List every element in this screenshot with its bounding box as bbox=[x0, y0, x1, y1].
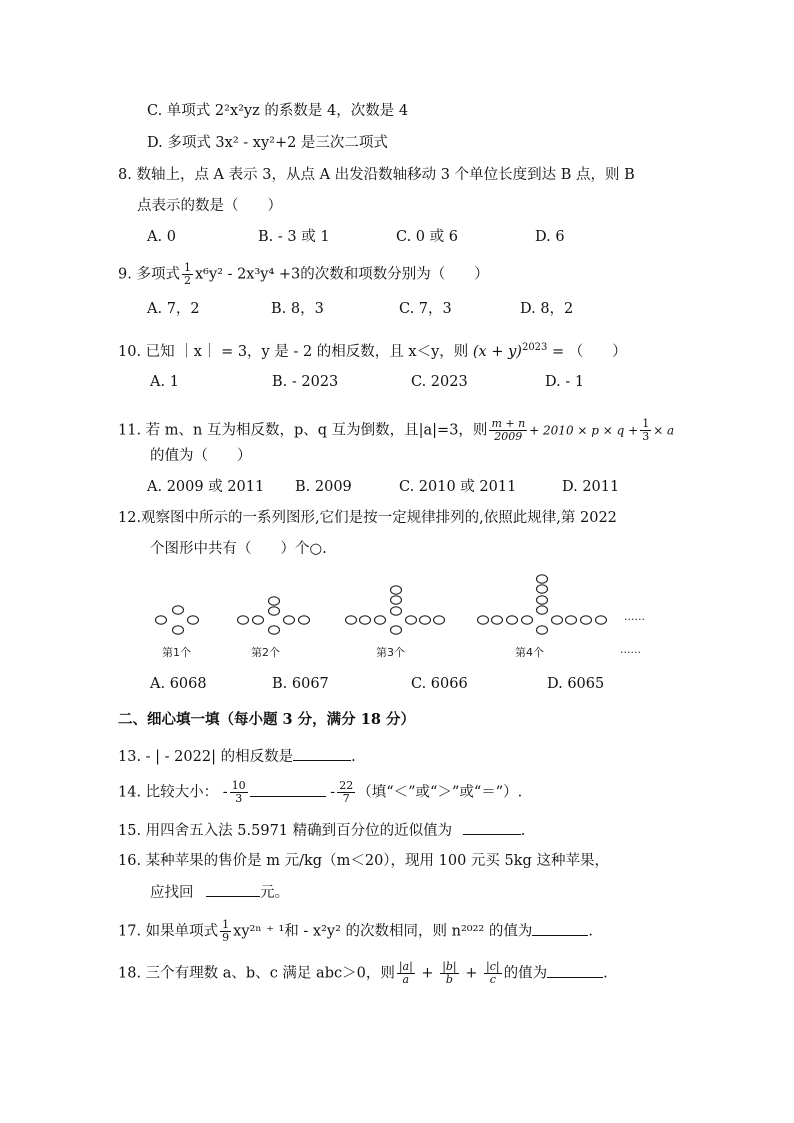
q11-option-b: B. 2009 bbox=[295, 479, 352, 495]
q18-term-a: $\frac{|a|}{a}$ bbox=[398, 960, 413, 986]
q13: 13. - | - 2022| 的相反数是 . bbox=[118, 746, 356, 767]
q17-expression: xy²ⁿ ⁺ ¹和 - x²y² 的次数相同，则 n²⁰²² 的值为 bbox=[233, 923, 533, 940]
q16-line2 bbox=[150, 882, 289, 903]
q9-option-c: C. 7，3 bbox=[399, 301, 452, 317]
q17-answer-blank[interactable] bbox=[532, 921, 588, 936]
figure-label-3: 第3个 bbox=[376, 646, 405, 659]
figure-label-4: 第4个 bbox=[515, 646, 544, 659]
figure-4-circles bbox=[478, 575, 607, 634]
q16-answer-blank[interactable] bbox=[206, 882, 260, 897]
q9-suffix: 的次数和项数分别为（ ） bbox=[300, 266, 489, 283]
q15: 15. 用四舍五入法 5.5971 精确到百分位的近似值为 . bbox=[118, 820, 525, 841]
q9-expression: x⁶y² - 2x³y⁴ +3 bbox=[194, 266, 301, 283]
q12-stem-line1: 12.观察图中所示的一系列图形,它们是按一定规律排列的,依照此规律,第 2022 bbox=[118, 510, 617, 526]
q11-end-expression: × a bbox=[653, 423, 675, 438]
q12-pattern-figure bbox=[0, 570, 794, 670]
q14-answer-blank[interactable] bbox=[250, 782, 326, 797]
q8-option-b: B. - 3 或 1 bbox=[258, 229, 330, 245]
q17: 17. 如果单项式 $\frac{1}{9}$ xy²ⁿ ⁺ ¹和 - x²y² 的次数相同，则 n²⁰²² 的值为 . bbox=[118, 918, 593, 944]
q9-stem bbox=[118, 262, 489, 287]
q7-option-c: C. 单项式 2²x²yz 的系数是 4，次数是 4 bbox=[147, 103, 409, 119]
q11-fraction-1: $\frac{m + n}{2009}$ bbox=[491, 417, 526, 443]
q9-option-a: A. 7，2 bbox=[147, 301, 200, 317]
q16-prefix: 应找回 bbox=[150, 885, 194, 901]
q8-stem-line1: 8. 数轴上，点 A 表示 3，从点 A 出发沿数轴移动 3 个单位长度到达 B 点，则 B bbox=[118, 167, 635, 183]
q10-stem bbox=[118, 338, 627, 362]
figure-3-circles bbox=[346, 586, 445, 634]
q14 bbox=[118, 780, 522, 805]
q10-exponent: 2023 bbox=[521, 342, 548, 353]
q14-fraction-1: $\frac{10}{3}$ bbox=[231, 779, 246, 805]
q10-option-c: C. 2023 bbox=[411, 374, 468, 390]
q9-option-b: B. 8，3 bbox=[271, 301, 324, 317]
q12-option-c: C. 6066 bbox=[411, 676, 468, 692]
q9-prefix: 9. 多项式 bbox=[118, 266, 180, 283]
q11-option-a: A. 2009 或 2011 bbox=[147, 479, 265, 495]
figure-2-circles bbox=[238, 597, 310, 634]
figure-1-circles bbox=[156, 606, 199, 634]
q10-text: 10. 已知 ｜x｜ = 3，y 是 - 2 的相反数，且 x＜y，则 bbox=[118, 343, 469, 360]
q12-option-b: B. 6067 bbox=[272, 676, 329, 692]
q12-stem-line2: 个图形中共有（ ）个○. bbox=[150, 541, 327, 557]
q11-middle-expression: + 2010 × p × q + bbox=[529, 423, 639, 438]
q11-text: 11. 若 m、n 互为相反数，p、q 互为倒数，且|a|=3，则 bbox=[118, 422, 488, 439]
q15-answer-blank[interactable] bbox=[463, 820, 521, 835]
q11-stem bbox=[118, 418, 674, 443]
q18-term-c: $\frac{|c|}{c}$ bbox=[486, 960, 500, 986]
q10-option-a: A. 1 bbox=[150, 374, 179, 390]
q10-expression: (x + y) bbox=[472, 343, 522, 360]
q14-minus: - bbox=[330, 784, 336, 801]
q16-line1: 16. 某种苹果的售价是 m 元/kg（m＜20），现用 100 元买 5kg 这种苹果， bbox=[118, 853, 609, 869]
section-2-heading bbox=[118, 710, 415, 730]
section-2-title: 二、细心填一填 bbox=[118, 711, 220, 728]
q18-prefix: 18. 三个有理数 a、b、c 满足 abc＞0，则 bbox=[118, 965, 395, 982]
q13-text: 13. - | - 2022| 的相反数是 bbox=[118, 749, 294, 765]
q9-fraction: $\frac{1}{2}$ bbox=[183, 261, 191, 287]
q8-stem-line2: 点表示的数是（ ） bbox=[137, 198, 282, 214]
q11-option-c: C. 2010 或 2011 bbox=[399, 479, 517, 495]
q9-option-d: D. 8，2 bbox=[520, 301, 574, 317]
q17-fraction: $\frac{1}{9}$ bbox=[222, 918, 230, 944]
q10-option-b: B. - 2023 bbox=[272, 374, 339, 390]
q10-option-d: D. - 1 bbox=[545, 374, 585, 390]
q11-option-d: D. 2011 bbox=[562, 479, 620, 495]
q8-option-a: A. 0 bbox=[147, 229, 176, 245]
figure-ellipsis-bottom: ······ bbox=[620, 646, 641, 659]
q11-stem-line2: 的值为（ ） bbox=[150, 448, 252, 464]
figure-label-1: 第1个 bbox=[162, 646, 191, 659]
q14-suffix: （填“＜”或“＞”或“＝”）. bbox=[357, 784, 523, 801]
q12-option-a: A. 6068 bbox=[150, 676, 207, 692]
q10-tail: = （ ） bbox=[552, 343, 627, 360]
q7-option-d: D. 多项式 3x² - xy²+2 是三次二项式 bbox=[147, 135, 388, 151]
q16-unit: 元。 bbox=[260, 885, 290, 901]
q18-suffix: 的值为 bbox=[503, 965, 548, 982]
q18: 18. 三个有理数 a、b、c 满足 abc＞0，则 $\frac{|a|}{a}$ + $\frac{|b|}{b}$ + $\frac{|c|}{c}$ 的值为 . bbox=[118, 960, 608, 986]
q17-prefix: 17. 如果单项式 bbox=[118, 923, 219, 940]
figure-label-2: 第2个 bbox=[251, 646, 280, 659]
q14-prefix: 14. 比较大小： - bbox=[118, 784, 228, 801]
q8-option-c: C. 0 或 6 bbox=[396, 229, 458, 245]
q18-answer-blank[interactable] bbox=[547, 963, 603, 978]
q8-option-d: D. 6 bbox=[535, 229, 565, 245]
q11-fraction-2: $\frac{1}{3}$ bbox=[642, 417, 650, 443]
q12-option-d: D. 6065 bbox=[547, 676, 605, 692]
section-2-note: （每小题 3 分，满分 18 分） bbox=[219, 711, 415, 728]
q14-fraction-2: $\frac{22}{7}$ bbox=[339, 779, 354, 805]
figure-ellipsis-top: ······ bbox=[624, 613, 645, 626]
q13-answer-blank[interactable] bbox=[293, 746, 351, 761]
q18-term-b: $\frac{|b|}{b}$ bbox=[442, 960, 457, 986]
q15-text: 15. 用四舍五入法 5.5971 精确到百分位的近似值为 bbox=[118, 823, 453, 839]
